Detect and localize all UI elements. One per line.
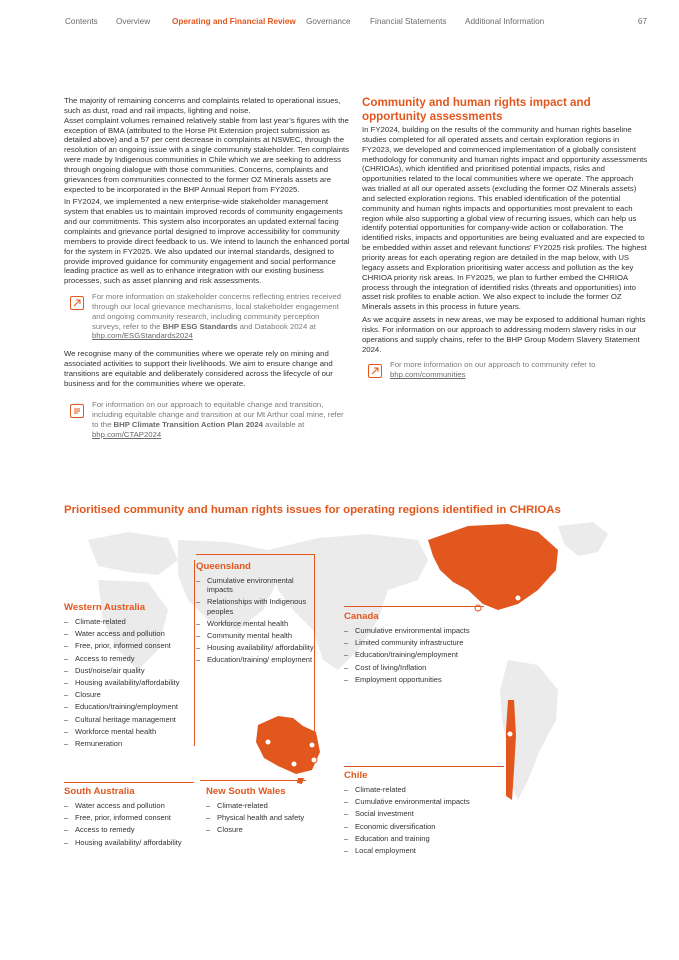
paragraph: We recognise many of the communities where we operate rely on mining and associated activities to support their livelihoods. We aim to ensure change and transitions are equitable and deliberately considered across the lifecycle of our business and for the communities where we operate. [64,349,333,388]
list-item: – Cost of living/Inflation [344,663,484,672]
nav-overview[interactable]: Overview [116,17,151,26]
list-item: – Limited community infrastructure [344,638,484,647]
callout-text: available at [265,420,305,430]
stakeholder-callout [64,292,350,340]
list-item: – Education/training/employment [64,702,194,711]
callout-bold-title: BHP ESG Standards [162,321,238,331]
list-item: – Workforce mental health [64,727,194,736]
connector-line [344,606,484,607]
region-canada [344,611,484,687]
connector-line [194,560,195,746]
australia-marker [311,757,317,763]
nav-operating-financial-review[interactable]: Operating and Financial Review [172,17,296,26]
region-queensland [196,561,314,668]
list-item: – Relationships with Indigenous peoples [196,597,314,615]
left-column [64,96,350,440]
list-item: – Climate-related [64,617,194,626]
list-item: – Cumulative environmental impacts [196,576,314,594]
paragraph: As we acquire assets in new areas, we may be exposed to additional human rights risks. For information on our approach to addressing modern slavery risks in our operations and supply chains, refer to the BHP Group Modern Slavery Statement 2024. [362,315,646,354]
external-link-icon [70,296,84,310]
top-navigation [65,17,649,31]
list-item: – Housing availability/ affordability [64,838,194,847]
right-column [362,96,648,384]
list-item: – Climate-related [344,785,494,794]
nav-additional-information[interactable]: Additional Information [465,17,545,26]
australia-marker [309,742,315,748]
connector-line [200,780,306,781]
paragraph: In FY2024, building on the results of the community and human rights baseline studies completed for all operated assets and certain exploration regions in FY2023, we developed and commenced implementation of a globally consistent methodology for community and human rights impact and opportunity assessments (CHRIOAs), which identified and prioritised potential impacts, risks and opportunities related to the local communities where we operate. The approach was trialled at all our operated assets (excluding the former OZ Minerals assets) and selected exploration regions. This enabled identification of the potential community and human rights impacts and opportunities most prevalent to each region while also supporting a global view of recurring issues, which can help us identify potential opportunities for company-wide action or collaboration. The identified risks, impacts and opportunities are being evaluated and are expected to be embedded within asset and relevant functions’ FY2025 risk profiles. The highest priority areas for each operating region are detailed in the map below, with US legacy assets and Exploration prioritising water access and pollution as the key CHRIOA priority risk areas. In FY2025, we plan to further embed the CHRIOA process through the integration of identified risks (threats and opportunities) into asset risk profiles to enable action. We also expect to include the former OZ Minerals assets in this process in future years. [362,125,648,312]
callout-text: For information on our approach to equitable change and transition, including equitable change and transition at our Mt Arthur coal mine, refer to the [92,400,344,430]
list-item: – Cumulative environmental impacts [344,626,484,635]
list-item: – Employment opportunities [344,675,484,684]
australia-marker [291,761,297,767]
list-item: – Access to remedy [64,654,194,663]
list-item: – Dust/noise/air quality [64,666,194,675]
map-section-title: Prioritised community and human rights issues for operating regions identified in CHRIOAs [64,504,561,516]
region-name: South Australia [64,786,135,797]
region-name: Canada [344,611,379,622]
list-item: – Access to remedy [64,825,194,834]
list-item: – Remuneration [64,739,194,748]
nav-contents[interactable]: Contents [65,17,98,26]
paragraph: In FY2024, we implemented a new enterprise-wide stakeholder management system that enables us to maintain improved records of community engagements and our commitments. This system also incorporates an updated external facing complaints and grievance portal designed to improve accessibility for community members to provide direct feedback to us. We intend to launch the enhanced portal for the system in FY2025. We also updated our internal standards, designed to provide improved guidance for community engagement and social performance leading practice as well as to enhance integration with our existing business processes, such as asset planning and risk assessments. [64,197,350,286]
list-item: – Education and training [344,834,494,843]
community-callout [362,360,648,384]
list-item: – Housing availability/affordability [64,678,194,687]
region-new-south-wales [206,786,324,838]
region-western-australia [64,602,194,751]
list-item: – Water access and pollution [64,801,194,810]
region-name: New South Wales [206,786,286,797]
list-item: – Social investment [344,809,494,818]
tasmania [297,778,304,784]
callout-text: For more information on stakeholder concerns reflecting entries received through our local grievance mechanisms, local stakeholder engagement and ongoing community research, including community perception surveys, refer to the [92,292,341,331]
region-name: Western Australia [64,602,146,613]
esg-standards-link[interactable]: bhp.com/ESGStandards2024 [92,331,193,341]
greenland-landmass [558,522,608,556]
list-item: – Community mental health [196,631,314,640]
list-item: – Water access and pollution [64,629,194,638]
callout-text: For more information on our approach to community refer to [390,360,596,370]
list-item: – Workforce mental health [196,619,314,628]
transition-callout [64,400,350,440]
region-name: Queensland [196,561,251,572]
canada-region [428,524,558,610]
list-item: – Local employment [344,846,494,855]
list-item: – Climate-related [206,801,324,810]
ctap-link[interactable]: bhp.com/CTAP2024 [92,429,162,439]
nav-governance[interactable]: Governance [306,17,351,26]
chile-marker [507,731,513,737]
connector-line [196,554,314,555]
callout-text: and Databook 2024 at [239,321,316,331]
list-item: – Cumulative environmental impacts [344,797,494,806]
nav-financial-statements[interactable]: Financial Statements [370,17,447,26]
connector-line [344,766,504,767]
australia-marker [265,739,271,745]
list-item: – Physical health and safety [206,813,324,822]
list-item: – Education/training/ employment [196,655,314,664]
list-item: – Education/training/employment [344,650,484,659]
list-item: – Free, prior, informed consent [64,641,194,650]
connector-line [314,554,315,742]
list-item: – Closure [206,825,324,834]
region-chile [344,770,494,858]
region-south-australia [64,786,194,850]
europe-landmass [88,532,178,575]
paragraph: Asset complaint volumes remained relatively stable from last year’s figures with the exception of BMA (attributed to the Horse Pit Extension project submission as detailed above) and a 57 per cent decrease in complaints at NSWEC, through the resolution of an ongoing issue with a single community stakeholder. Ten complaints were made by Indigenous communities in Chile which we are seeking to address through ongoing dialogue with those communities. Concerns, complaints and grievances from communities connected to the former OZ Minerals assets are expected to be incorporated in the BHP Annual Report from FY2025. [64,115,350,194]
connector-line [64,782,194,783]
list-item: – Economic diversification [344,822,494,831]
page-number: 67 [637,17,647,26]
list-item: – Free, prior, informed consent [64,813,194,822]
external-link-icon [368,364,382,378]
callout-bold-title: BHP Climate Transition Action Plan 2024 [113,420,263,430]
section-heading: Community and human rights impact and opportunity assessments [362,96,591,123]
list-item: – Cultural heritage management [64,715,194,724]
document-icon [70,404,84,418]
list-item: – Closure [64,690,194,699]
canada-marker [515,595,521,601]
list-item: – Housing availability/ affordability [196,643,314,652]
communities-link[interactable]: bhp.com/communities [390,370,466,380]
region-name: Chile [344,770,368,781]
paragraph: The majority of remaining concerns and complaints related to operational issues, such as dust, road and rail impacts, lighting and noise. [64,96,341,115]
